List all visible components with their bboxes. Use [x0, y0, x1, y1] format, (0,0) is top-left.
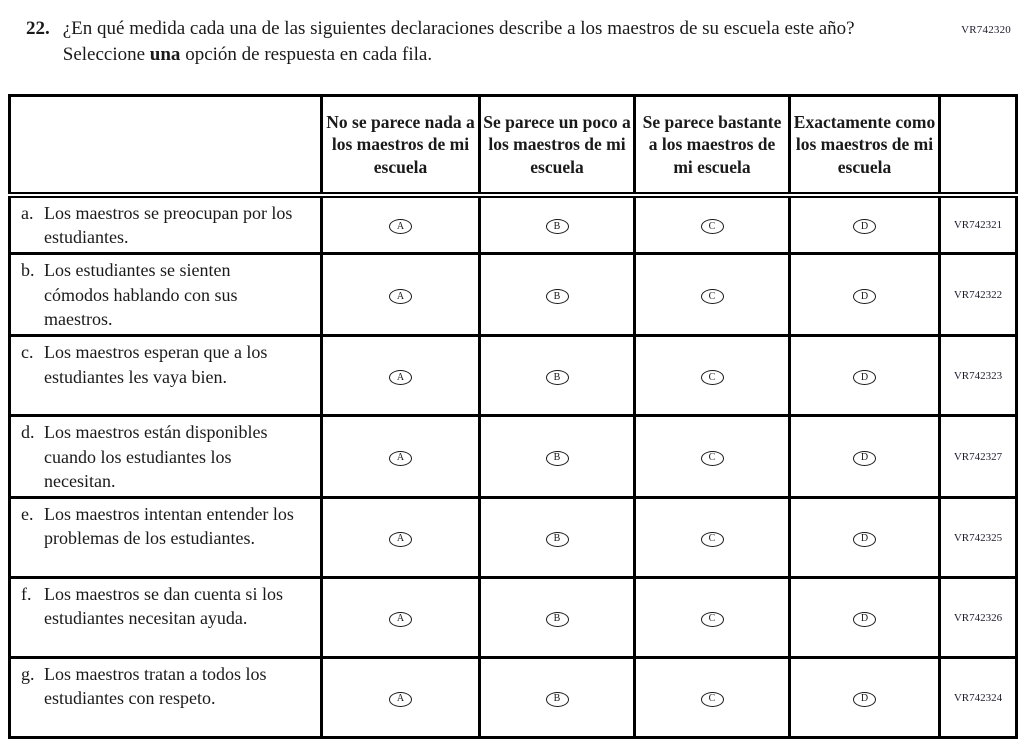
table-row-b — [10, 254, 1017, 336]
option-bubble-a[interactable]: A — [389, 289, 412, 304]
statement-cell — [10, 416, 322, 498]
option-cell-a — [322, 254, 480, 336]
column-header-not-at-all: No se parece nada a los maestros de mi escuela — [322, 96, 480, 195]
option-bubble-a[interactable]: A — [389, 370, 412, 385]
row-code: VR742326 — [940, 578, 1017, 658]
option-bubble-c[interactable]: C — [701, 451, 724, 466]
response-matrix — [8, 94, 1018, 739]
option-bubble-c[interactable]: C — [701, 289, 724, 304]
statement-cell — [10, 254, 322, 336]
option-bubble-a[interactable]: A — [389, 612, 412, 627]
statement-cell — [10, 498, 322, 578]
row-code: VR742327 — [940, 416, 1017, 498]
option-bubble-d[interactable]: D — [853, 219, 876, 234]
option-cell-c — [635, 658, 790, 738]
statement-text: Los maestros esperan que a los estudiantes les vaya bien. — [44, 342, 268, 387]
option-bubble-d[interactable]: D — [853, 692, 876, 707]
header-empty-codes — [940, 96, 1017, 195]
option-cell-c — [635, 336, 790, 416]
row-letter: a. — [21, 202, 34, 223]
option-cell-a — [322, 336, 480, 416]
option-cell-d — [790, 195, 940, 254]
option-cell-b — [480, 336, 635, 416]
table-row-g — [10, 658, 1017, 738]
row-letter: f. — [21, 584, 32, 605]
option-cell-d — [790, 416, 940, 498]
option-cell-b — [480, 416, 635, 498]
statement-text: Los maestros están disponibles cuando los estudiantes los necesitan. — [44, 422, 268, 491]
option-bubble-c[interactable]: C — [701, 612, 724, 627]
option-cell-a — [322, 578, 480, 658]
option-bubble-a[interactable]: A — [389, 532, 412, 547]
option-bubble-b[interactable]: B — [546, 532, 569, 547]
option-bubble-b[interactable]: B — [546, 612, 569, 627]
column-header-exactly: Exactamente como los maestros de mi escuela — [790, 96, 940, 195]
option-cell-b — [480, 658, 635, 738]
option-cell-a — [322, 195, 480, 254]
row-code: VR742323 — [940, 336, 1017, 416]
option-cell-c — [635, 498, 790, 578]
statement-text: Los maestros se preocupan por los estudiantes. — [44, 202, 293, 248]
option-cell-d — [790, 254, 940, 336]
option-cell-c — [635, 254, 790, 336]
row-letter: e. — [21, 504, 34, 525]
option-bubble-b[interactable]: B — [546, 451, 569, 466]
table-row-a — [10, 195, 1017, 254]
option-bubble-c[interactable]: C — [701, 370, 724, 385]
question-block — [26, 16, 1023, 67]
row-letter: c. — [21, 342, 34, 363]
option-bubble-c[interactable]: C — [701, 219, 724, 234]
option-cell-d — [790, 658, 940, 738]
option-bubble-c[interactable]: C — [701, 532, 724, 547]
row-letter: d. — [21, 422, 35, 443]
column-header-quite-a-bit: Se parece bastante a los maestros de mi escuela — [635, 96, 790, 195]
option-cell-a — [322, 658, 480, 738]
option-cell-b — [480, 498, 635, 578]
option-bubble-b[interactable]: B — [546, 370, 569, 385]
option-cell-c — [635, 416, 790, 498]
statement-text: Los maestros intentan entender los problemas de los estudiantes. — [44, 504, 294, 549]
column-header-a-little: Se parece un poco a los maestros de mi escuela — [480, 96, 635, 195]
option-cell-b — [480, 578, 635, 658]
option-bubble-d[interactable]: D — [853, 532, 876, 547]
statement-text: Los maestros se dan cuenta si los estudiantes necesitan ayuda. — [44, 584, 283, 629]
statement-cell — [10, 195, 322, 254]
statement-cell — [10, 658, 322, 738]
option-cell-b — [480, 254, 635, 336]
form-code: VR742320 — [961, 24, 1011, 36]
row-letter: b. — [21, 260, 35, 281]
option-cell-d — [790, 498, 940, 578]
statement-cell — [10, 336, 322, 416]
option-bubble-b[interactable]: B — [546, 219, 569, 234]
question-text-part2: opción de respuesta en cada fila. — [180, 43, 433, 65]
row-letter: g. — [21, 664, 35, 685]
option-cell-d — [790, 336, 940, 416]
question-text-part1: ¿En qué medida cada una de las siguientes declaraciones describe a los maestros de su escuela este año? Seleccione — [62, 18, 855, 65]
table-row-e — [10, 498, 1017, 578]
statement-cell — [10, 578, 322, 658]
table-row-f — [10, 578, 1017, 658]
question-text — [63, 16, 913, 67]
table-row-c — [10, 336, 1017, 416]
option-cell-c — [635, 195, 790, 254]
option-cell-a — [322, 498, 480, 578]
header-empty-statements — [10, 96, 322, 195]
statement-text: Los maestros tratan a todos los estudiantes con respeto. — [44, 664, 267, 709]
question-bold-word: una — [149, 43, 181, 65]
option-bubble-a[interactable]: A — [389, 692, 412, 707]
option-bubble-c[interactable]: C — [701, 692, 724, 707]
row-code: VR742324 — [940, 658, 1017, 738]
option-cell-b — [480, 195, 635, 254]
option-bubble-d[interactable]: D — [853, 451, 876, 466]
row-code: VR742322 — [940, 254, 1017, 336]
header-row — [10, 96, 1017, 195]
option-bubble-b[interactable]: B — [546, 692, 569, 707]
option-bubble-a[interactable]: A — [389, 451, 412, 466]
option-bubble-a[interactable]: A — [389, 219, 412, 234]
option-cell-d — [790, 578, 940, 658]
row-code: VR742325 — [940, 498, 1017, 578]
option-bubble-b[interactable]: B — [546, 289, 569, 304]
option-bubble-d[interactable]: D — [853, 370, 876, 385]
question-number: 22. — [26, 18, 50, 39]
table-row-d — [10, 416, 1017, 498]
option-cell-c — [635, 578, 790, 658]
option-bubble-d[interactable]: D — [853, 612, 876, 627]
option-cell-a — [322, 416, 480, 498]
statement-text: Los estudiantes se sienten cómodos hablando con sus maestros. — [44, 260, 238, 329]
row-code: VR742321 — [940, 195, 1017, 254]
option-bubble-d[interactable]: D — [853, 289, 876, 304]
